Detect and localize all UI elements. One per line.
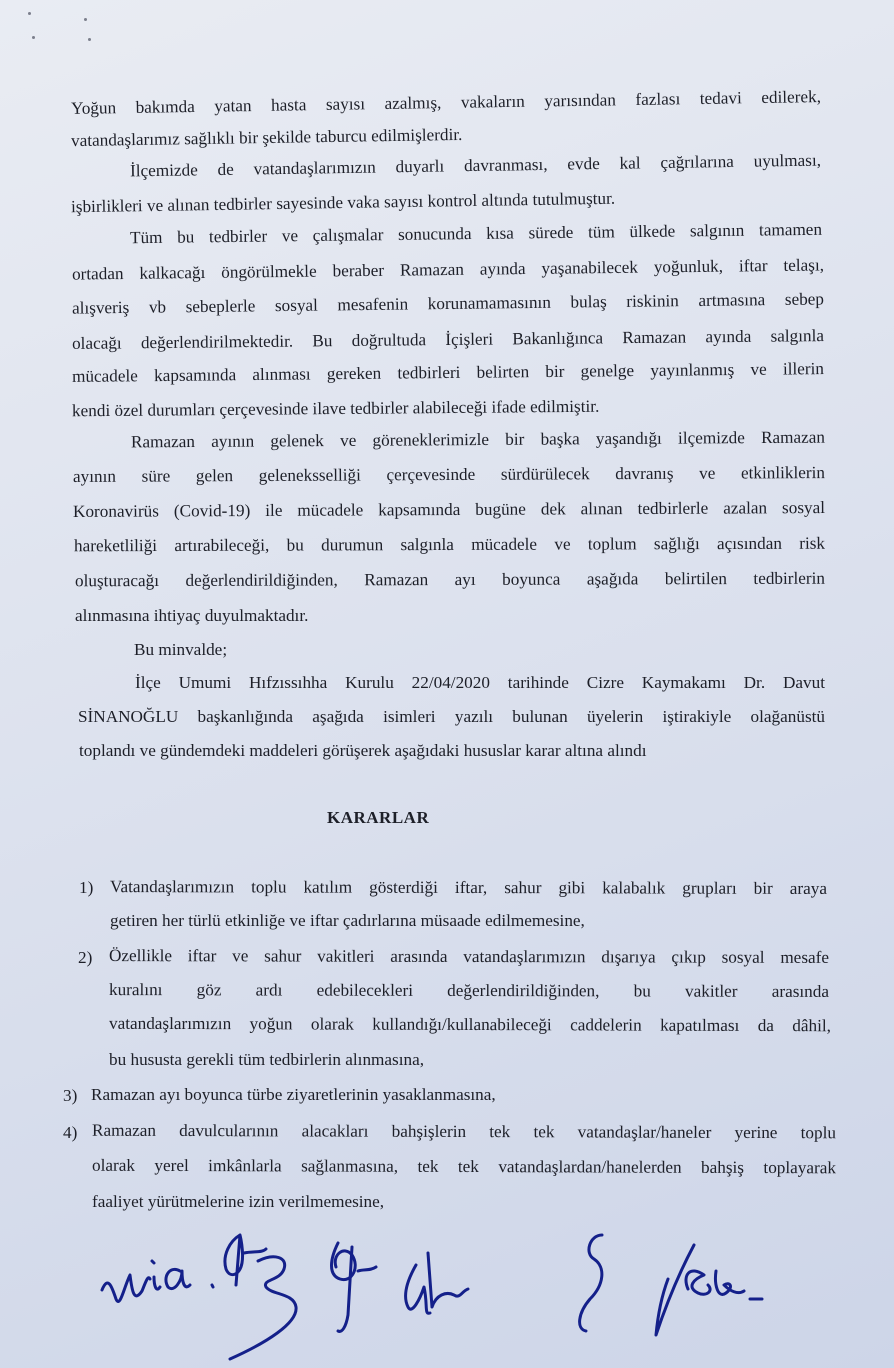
decision-line: olarak yerel imkânlarla sağlanmasına, tek tek vatandaşlardan/hanelerden bahşiş toplayarak [91,1155,837,1178]
decisions-heading: KARARLAR [327,808,430,827]
decision-line: Ramazan davulcularının alacakları bahşişlerin tek tek vatandaşlar/haneler yerine toplu [91,1120,837,1143]
signature-3 [332,1243,377,1331]
paragraph-line: kendi özel durumları çerçevesinde ilave tedbirler alabileceği ifade edilmiştir. [71,396,600,421]
decision-number: 3) [63,1086,78,1105]
paper-speck [88,38,91,41]
decision-number: 1) [79,878,94,897]
paragraph-line: alınmasına ihtiyaç duyulmaktadır. [75,606,309,625]
decision-line: bu hususta gerekli tüm tedbirlerin alınmasına, [109,1050,425,1069]
paper-speck [32,36,35,39]
paragraph-line: alışveriş vb sebeplerle sosyal mesafenin korunamamasının bulaş riskinin artmasına sebep [71,289,825,318]
paper-speck [84,18,87,21]
decision-number: 4) [63,1123,78,1142]
signatures [90,1195,790,1365]
paragraph-line: işbirlikleri ve alınan tedbirler sayesinde vaka sayısı kontrol altında tutulmuştur. [70,188,616,217]
decision-line: faaliyet yürütmelerine izin verilmemesine, [92,1192,385,1211]
signature-2 [212,1235,296,1359]
paragraph-line: olacağı değerlendirilmektedir. Bu doğrultuda İçişleri Bakanlığınca Ramazan ayında salgınla [71,326,825,353]
paragraph-line: SİNANOĞLU başkanlığında aşağıda isimleri yazılı bulunan üyelerin iştirakiyle olağanüstü [78,707,825,726]
paragraph-line: mücadele kapsamında alınması gereken tedbirleri belirten bir genelge yayınlanmış ve illerin [71,359,825,386]
decision-line: Özellikle iftar ve sahur vakitleri arasında vatandaşlarımızın dışarıya çıkıp sosyal mesafe [108,946,830,967]
decision-line: Ramazan ayı boyunca türbe ziyaretlerinin yasaklanmasına, [91,1085,496,1104]
paragraph-line: oluşturacağı değerlendirildiğinden, Ramazan ayı boyunca aşağıda belirtilen tedbirlerin [74,568,826,591]
paragraph-line: Koronavirüs (Covid-19) ile mücadele kapsamında bugüne dek alınan tedbirlerle azalan sosyal [72,498,826,521]
paragraph-line: hareketliliği artırabileceği, bu durumun salgınla mücadele ve toplum sağlığı açısından risk [73,533,826,556]
decision-line: vatandaşlarımızın yoğun olarak kullandığı/kullanabileceği caddelerin kapatılması da dâhil, [108,1013,832,1036]
decision-number: 2) [78,948,93,967]
signature-5 [580,1235,602,1331]
decision-line: getiren her türlü etkinliğe ve iftar çadırlarına müsaade edilmemesine, [110,911,585,930]
signature-6 [656,1245,762,1335]
paragraph-line: ayının süre gelen geleneksselliği çerçevesinde sürdürülecek davranış ve etkinliklerin [72,463,826,486]
paragraph-line: toplandı ve gündemdeki maddeleri görüşerek aşağıdaki hususlar karar altına alındı [79,741,647,760]
paragraph-line: Ramazan ayının gelenek ve göreneklerimizle bir başka yaşandığı ilçemizde Ramazan [130,427,826,452]
paragraph-line: Yoğun bakımda yatan hasta sayısı azalmış, vakaların yarısından fazlası tedavi edilerek, [70,87,822,118]
paragraph-line: Bu minvalde; [134,640,228,659]
decision-line: Vatandaşlarımızın toplu katılım gösterdiği iftar, sahur gibi kalabalık grupları bir araya [109,877,828,898]
paragraph-line: ortadan kalkacağı öngörülmekle beraber Ramazan ayında yaşanabilecek yoğunluk, iftar telaşı, [71,255,825,284]
signature-1 [102,1261,190,1302]
paragraph-line: İlçemizde de vatandaşlarımızın duyarlı davranması, evde kal çağrılarına uyulması, [129,150,822,181]
paragraph-line: İlçe Umumi Hıfzıssıhha Kurulu 22/04/2020 tarihinde Cizre Kaymakamı Dr. Davut [135,673,825,692]
paragraph-line: vatandaşlarımız sağlıklı bir şekilde taburcu edilmişlerdir. [70,124,463,151]
decision-line: kuralını göz ardı edebilecekleri değerlendirildiğinden, bu vakitler arasında [108,980,830,1001]
paragraph-line: Tüm bu tedbirler ve çalışmalar sonucunda kısa sürede tüm ülkede salgının tamamen [129,219,823,248]
signature-4 [406,1253,468,1313]
paper-speck [28,12,31,15]
